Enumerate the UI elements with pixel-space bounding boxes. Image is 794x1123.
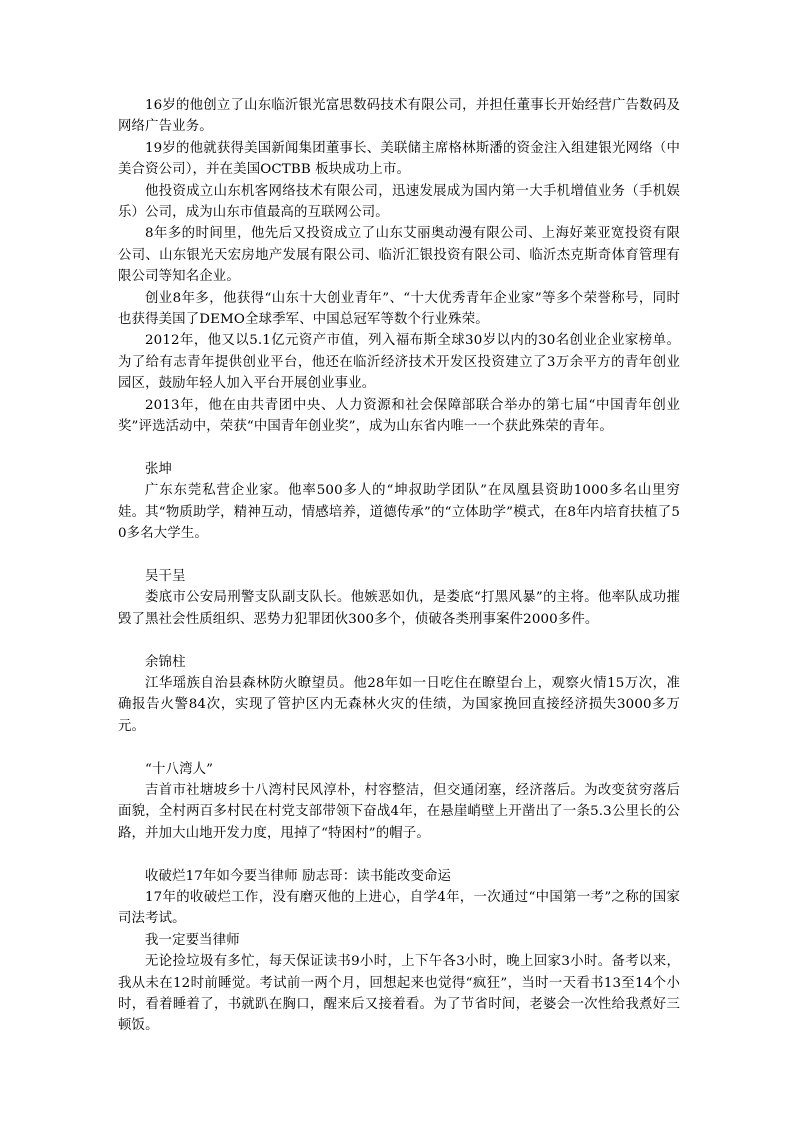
- document-body: [118, 95, 680, 1037]
- paragraph: 8年多的时间里，他先后又投资成立了山东艾丽奥动漫有限公司、上海好莱亚宽投资有限公司、山东银光天宏房地产发展有限公司、临沂汇银投资有限公司、临沂杰克斯奇体育管理有限公司等知名企业。: [118, 226, 680, 285]
- paragraph: 广东东莞私营企业家。他率500多人的“坤叔助学团队”在凤凰县资助1000多名山里穷娃。其“物质助学，精神互动，情感培养，道德传承”的“立体助学”模式，在8年内培育扶植了50多名大学生。: [118, 483, 680, 542]
- paragraph: 娄底市公安局刑警支队副支队长。他嫉恶如仇，是娄底“打黑风暴”的主将。他率队成功摧毁了黑社会性质组织、恶势力犯罪团伙300多个，侦破各类刑事案件2000多件。: [118, 590, 680, 627]
- blank-line: [118, 630, 680, 651]
- paragraph: 2013年，他在由共青团中央、人力资源和社会保障部联合举办的第七届“中国青年创业奖”评选活动中，荣获“中国青年创业奖”，成为山东省内唯一一个获此殊荣的青年。: [118, 397, 680, 435]
- paragraph: 2012年，他又以5.1亿元资产市值，列入福布斯全球30岁以内的30名创业企业家榜单。为了给有志青年提供创业平台，他还在临沂经济技术开发区投资建立了3万余平方的青年创业园区，鼓励年轻人加入平台开展创业事业。: [118, 333, 680, 392]
- subheading: 我一定要当律师: [145, 932, 240, 948]
- section-heading-zhang-kun: 张坤: [145, 461, 173, 477]
- blank-line: [118, 844, 680, 865]
- blank-line: [118, 545, 680, 566]
- paragraph: 19岁的他就获得美国新闻集团董事长、美联储主席格林斯潘的资金注入组建银光网络（中美合资公司），并在美国OCTBB 板块成功上市。: [118, 140, 680, 178]
- section-heading-wu-gancheng: 吴干呈: [145, 568, 186, 584]
- section-heading-yu-jinzhu: 余锦柱: [145, 654, 186, 670]
- paragraph: 无论捡垃圾有多忙，每天保证读书9小时，上下午各3小时，晚上回家3小时。备考以来，我从未在12时前睡觉。考试前一两个月，回想起来也觉得“疯狂”，当时一天看书13至14个小时，看着睡着了，书就趴在胸口，醒来后又接着看。为了节省时间，老婆会一次性给我煮好三顿饭。: [118, 954, 680, 1034]
- paragraph: 17年的收破烂工作，没有磨灭他的上进心，自学4年，一次通过“中国第一考”之称的国家司法考试。: [118, 889, 680, 927]
- paragraph: 江华瑶族自治县森林防火瞭望员。他28年如一日吃住在瞭望台上，观察火情15万次，准确报告火警84次，实现了管护区内无森林火灾的佳绩，为国家挽回直接经济损失3000多万元。: [118, 675, 680, 734]
- paragraph: 创业8年多，他获得“山东十大创业青年”、“十大优秀青年企业家”等多个荣誉称号，同时也获得美国了DEMO全球季军、中国总冠军等数个行业殊荣。: [118, 290, 680, 328]
- blank-line: [118, 737, 680, 758]
- paragraph: 吉首市社塘坡乡十八湾村民风淳朴，村容整洁，但交通闭塞，经济落后。为改变贫穷落后面貌，全村两百多村民在村党支部带领下奋战4年，在悬崖峭壁上开凿出了一条5.3公里长的公路，并加大山地开发力度，甩掉了“特困村”的帽子。: [118, 782, 680, 841]
- section-heading-shiba-wan: “十八湾人”: [145, 761, 214, 777]
- paragraph: 16岁的他创立了山东临沂银光富思数码技术有限公司，并担任董事长开始经营广告数码及网络广告业务。: [118, 98, 680, 135]
- blank-line: [118, 438, 680, 459]
- paragraph: 他投资成立山东机客网络技术有限公司，迅速发展成为国内第一大手机增值业务（手机娱乐）公司，成为山东市值最高的互联网公司。: [118, 183, 680, 221]
- section-heading-lawyer: 收破烂17年如今要当律师 励志哥：读书能改变命运: [145, 868, 452, 884]
